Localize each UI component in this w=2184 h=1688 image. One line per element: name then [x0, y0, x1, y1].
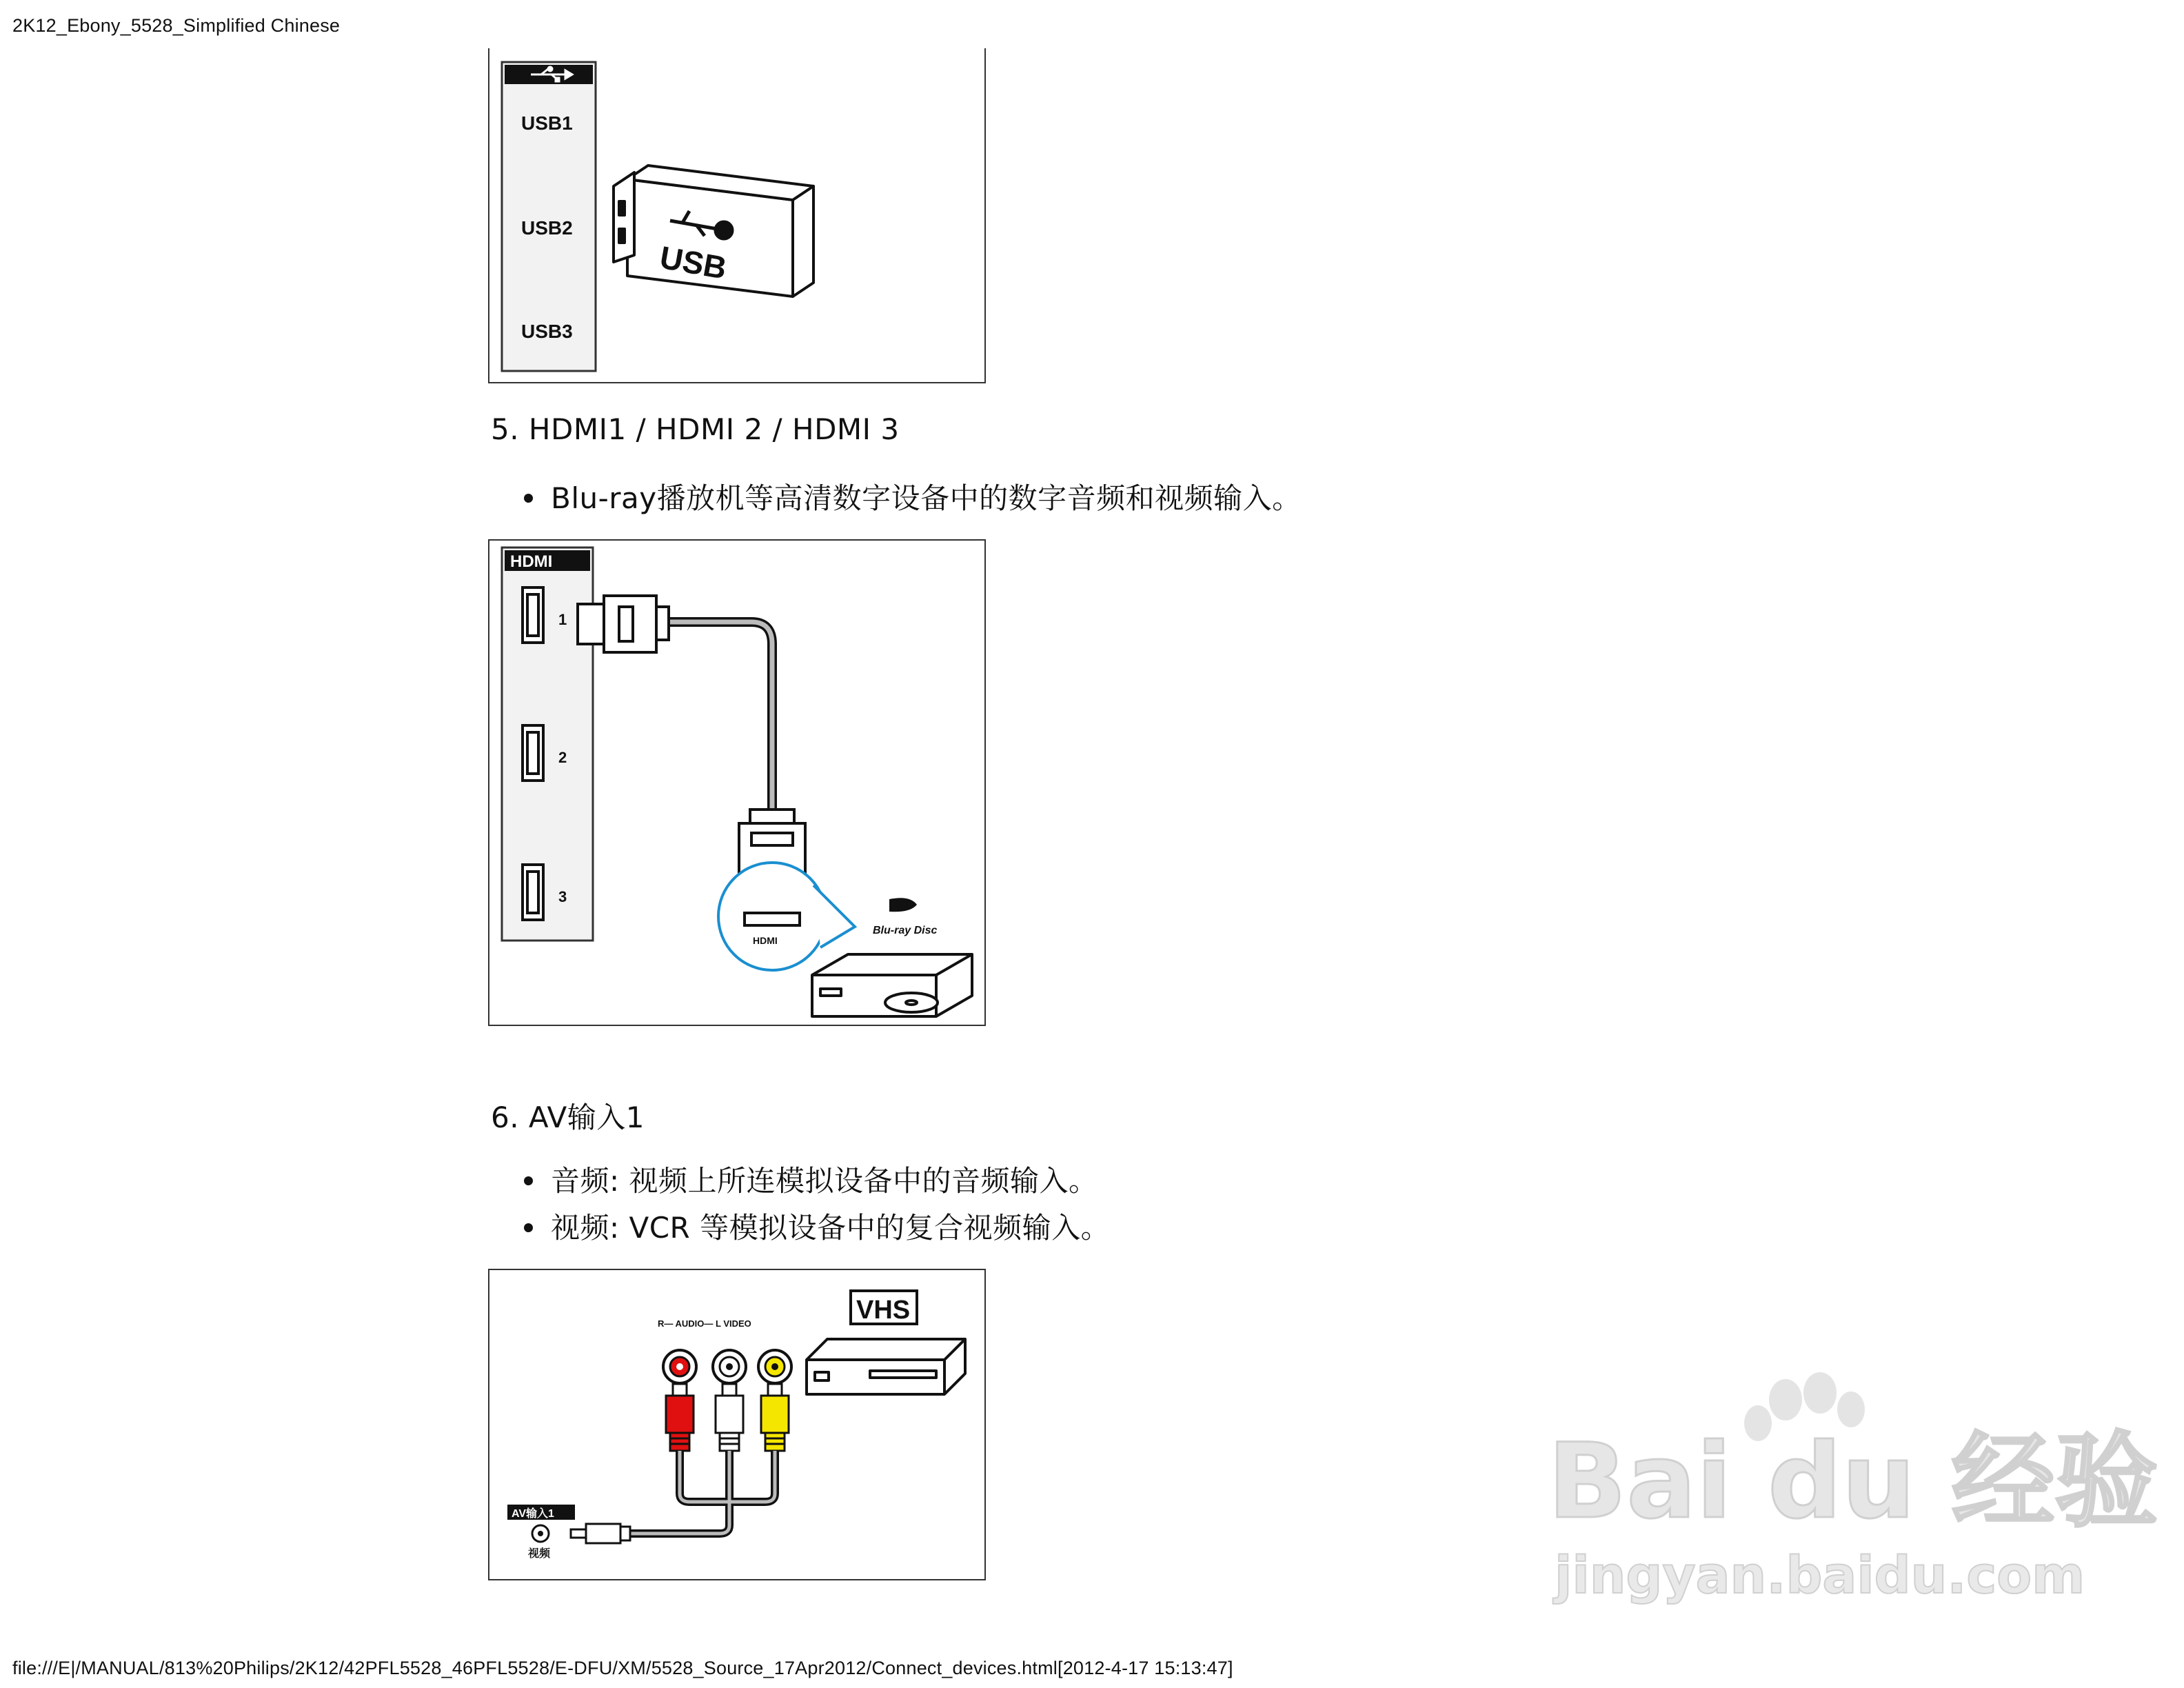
usb-figure: [488, 48, 986, 383]
av-input-label: AV输入1: [512, 1508, 554, 1520]
section-5-bullet-1: Blu-ray播放机等高清数字设备中的数字音频和视频输入。: [524, 476, 1302, 517]
av-input-sublabel: 视频: [528, 1548, 551, 1560]
av-jack-labels: R— AUDIO— L VIDEO: [658, 1318, 751, 1329]
section-6-bullet-1: 音频: 视频上所连模拟设备中的音频输入。: [524, 1158, 1098, 1200]
hdmi-port-2: [523, 725, 543, 781]
rca-plug-red: [666, 1384, 694, 1451]
av-cable-inner: [627, 1451, 775, 1534]
bullet-dot: [524, 1223, 533, 1232]
page-footer: file:///E|/MANUAL/813%20Philips/2K12/42PFL5528_46PFL5528/E-DFU/XM/5528_Source_17Apr2012/Connect_devices.html[2012-4-17 15:13:47]: [12, 1658, 1233, 1678]
usb-port-1-label: USB1: [521, 112, 573, 134]
hdmi-diagram: [489, 541, 987, 1027]
vcr-device-icon: [807, 1339, 965, 1394]
hdmi-port-1-number: 1: [558, 611, 567, 628]
blu-ray-player-icon: [812, 954, 972, 1016]
baidu-watermark: [1548, 1365, 2158, 1614]
av-cable-outline: [627, 1451, 775, 1534]
page-header: 2K12_Ebony_5528_Simplified Chinese: [12, 15, 341, 36]
baidu-paw-logo: [1548, 1365, 2158, 1614]
vhs-logo: [851, 1291, 917, 1325]
hdmi-port-2-number: 2: [558, 749, 567, 766]
blu-ray-logo: [873, 898, 937, 936]
av-plug-single: [571, 1524, 630, 1543]
hdmi-cable-inner: [662, 622, 772, 816]
section-6-bullet-2: 视频: VCR 等模拟设备中的复合视频输入。: [524, 1205, 1110, 1247]
hdmi-port-1: [523, 587, 543, 643]
baidu-url-text: jingyan.baidu.com: [1555, 1546, 2085, 1605]
hdmi-plug-top: [578, 596, 669, 652]
av-input-port: [507, 1505, 575, 1560]
rca-jacks: [663, 1350, 791, 1383]
av-figure: [488, 1269, 986, 1580]
vhs-logo-text: VHS: [856, 1296, 911, 1325]
usb-port-2-label: USB2: [521, 217, 573, 239]
section-5-heading: 5. HDMI1 / HDMI 2 / HDMI 3: [491, 412, 900, 446]
baidu-brand-text: Bai du 经验: [1548, 1422, 2158, 1542]
bullet-dot: [524, 1176, 533, 1185]
rca-plug-white: [716, 1384, 743, 1451]
usb-port-3-label: USB3: [521, 321, 573, 342]
section-6-heading: 6. AV输入1: [491, 1101, 645, 1134]
av-diagram: [489, 1270, 987, 1582]
rca-plug-yellow: [761, 1384, 789, 1451]
hdmi-panel-label: HDMI: [510, 552, 553, 571]
blu-ray-logo-text: Blu-ray Disc: [873, 925, 938, 936]
hdmi-port-3: [523, 865, 543, 920]
hdmi-connector-label: HDMI: [753, 935, 778, 946]
hdmi-figure: [488, 539, 986, 1026]
hdmi-connector-callout: [718, 863, 855, 970]
usb-diagram: [489, 48, 987, 383]
hdmi-cable: [662, 622, 772, 816]
bullet-dot: [524, 494, 533, 503]
hdmi-port-3-number: 3: [558, 888, 567, 905]
usb-stick-label: USB: [657, 239, 729, 286]
